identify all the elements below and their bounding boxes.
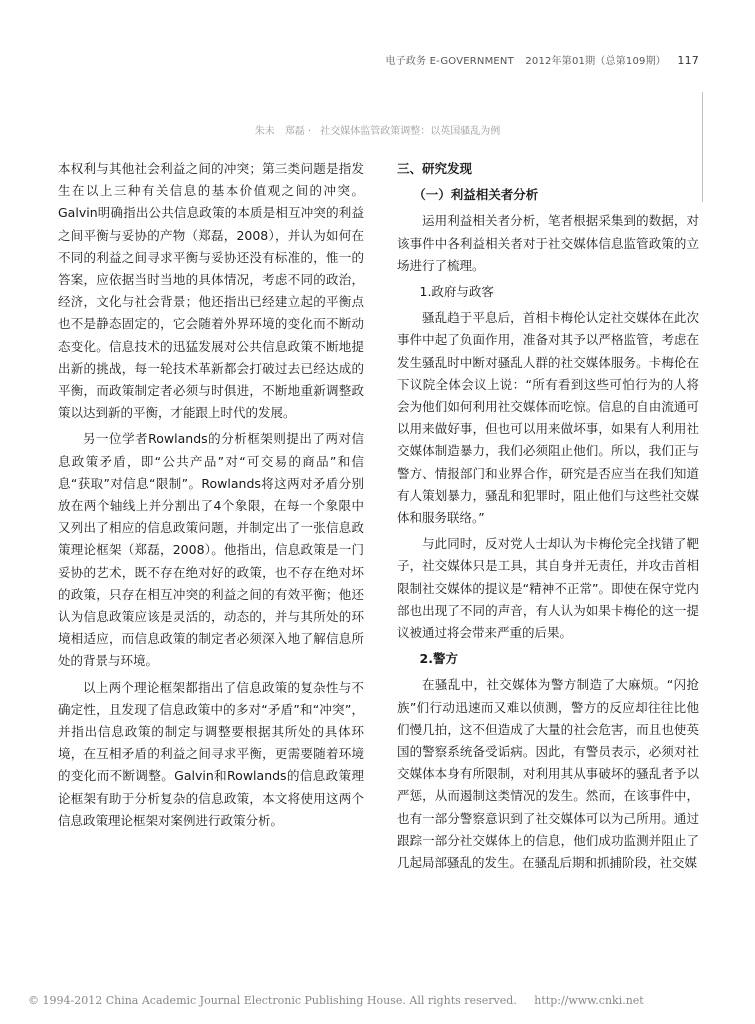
- subheading-police: 2.警方: [419, 651, 458, 667]
- issue-info: 2012年第01期（总第109期）: [525, 56, 666, 67]
- article-subtitle: [0, 122, 755, 137]
- authors: 朱未 郑磊 ·: [254, 126, 312, 137]
- footer-url: http://www.cnki.net: [534, 994, 644, 1007]
- paragraph: 与此同时，反对党人士却认为卡梅伦完全找错了靶子，社交媒体只是工具，其自身并无责任，并攻击首相限制社交媒体的提议是“精神不正常”。即使在保守党内部也出现了不同的声音，有人认为如果卡梅伦的这一提议被通过将会带来严重的后果。: [397, 536, 699, 641]
- paragraph: 在骚乱中，社交媒体为警方制造了大麻烦。“闪抢族”们行动迅速而又难以侦测，警方的反应却往往比他们慢几拍，这不但造成了大量的社会危害，而且也使英国的警察系统备受诟病。因此，有警员表示，必须对社交媒体本身有所限制，对利用其从事破坏的骚乱者予以严惩，从而遏制这类情况的发生。然而，在该事件中，也有一部分警察意识到了社交媒体可以为己所用。通过跟踪一部分社交媒体上的信息，他们成功监测并阻止了几起局部骚乱的发生。在骚乱后期和抓捕阶段，社交媒: [397, 677, 699, 871]
- header-divider: [702, 92, 703, 202]
- subsection-heading: （一）利益相关者分析: [413, 187, 539, 203]
- paragraph: 骚乱趋于平息后，首相卡梅伦认定社交媒体在此次事件中起了负面作用，准备对其予以严格监管，考虑在发生骚乱时中断对骚乱人群的社交媒体服务。卡梅伦在下议院全体会议上说：“所有看到这些可怕行为的人将会为他们如何利用社交媒体而吃惊。信息的自由流通可以用来做好事，但也可以用来做坏事，如果有人利用社交媒体制造暴力，我们必须阻止他们。所以，我们正与警方、情报部门和业界合作，研究是否应当在我们知道有人策划暴力，骚乱和犯罪时，阻止他们与这些社交媒体和服务联络。”: [397, 310, 699, 526]
- article-title: 社交媒体监管政策调整：以英国骚乱为例: [320, 126, 501, 137]
- copyright-text: © 1994-2012 China Academic Journal Electronic Publishing House. All rights reserved.: [28, 994, 517, 1007]
- section-heading: 三、研究发现: [397, 161, 473, 176]
- paragraph: 另一位学者Rowlands的分析框架则提出了两对信息政策矛盾，即“公共产品”对“可交易的商品”和信息“获取”对信息“限制”。Rowlands将这两对矛盾分别放在两个轴线上并分割出了4个象限，在每一个象限中又列出了相应的信息政策问题，并制定出了一张信息政策理论框架（郑磊，2008）。他指出，信息政策是一门妥协的艺术，既不存在绝对好的政策，也不存在绝对坏的政策，只存在相互冲突的利益之间的有效平衡；他还认为信息政策应该是灵活的，动态的，并与其所处的环境相适应，而信息政策的制定者必须深入地了解信息所处的背景与环境。: [58, 431, 364, 669]
- copyright-footer: [28, 994, 644, 1007]
- page-number: 117: [677, 54, 699, 67]
- subheading-government: 1.政府与政客: [419, 284, 494, 300]
- left-column: [58, 158, 364, 836]
- running-header: [385, 52, 699, 67]
- paragraph: 本权利与其他社会利益之间的冲突；第三类问题是指发生在以上三种有关信息的基本价值观之间的冲突。Galvin明确指出公共信息政策的本质是相互冲突的利益之间平衡与妥协的产物（郑磊，2008），并认为如何在不同的利益之间寻求平衡与妥协还没有标准的，惟一的答案，应依据当时当地的具体情况，考虑不同的政治，经济，文化与社会背景；他还指出已经建立起的平衡点也不是静态固定的，它会随着外界环境的变化而不断动态变化。信息技术的迅猛发展对公共信息政策不断地提出新的挑战，每一轮技术革新都会打破过去已经达成的平衡，而政策制定者必须与时俱进，不断地重新调整政策以达到新的平衡，才能跟上时代的发展。: [58, 161, 364, 421]
- right-column: [397, 158, 699, 878]
- journal-name: 电子政务 E-GOVERNMENT: [385, 56, 514, 67]
- paragraph: 以上两个理论框架都指出了信息政策的复杂性与不确定性，且发现了信息政策中的多对“矛盾”和“冲突”，并指出信息政策的制定与调整要根据其所处的具体环境，在互相矛盾的利益之间寻求平衡，更需要随着环境的变化而不断调整。Galvin和Rowlands的信息政策理论框架有助于分析复杂的信息政策，本文将使用这两个信息政策理论框架对案例进行政策分析。: [58, 679, 364, 828]
- paragraph: 运用利益相关者分析，笔者根据采集到的数据，对该事件中各利益相关者对于社交媒体信息监管政策的立场进行了梳理。: [397, 213, 699, 273]
